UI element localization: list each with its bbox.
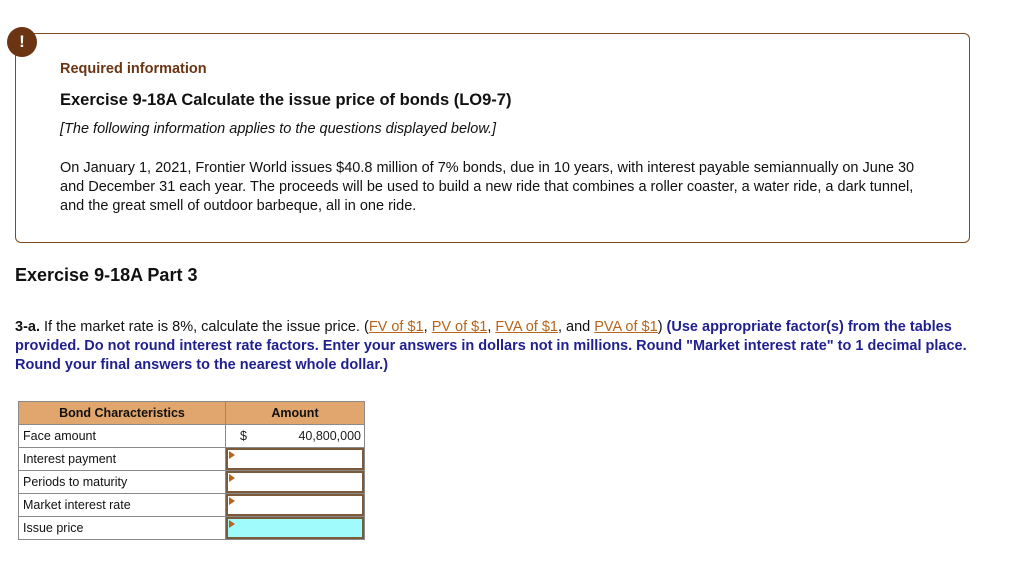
- fv-table-link[interactable]: FV of $1: [368, 319, 424, 335]
- face-amount-value: 40,800,000: [298, 429, 361, 443]
- table-row-interest-payment: [19, 448, 365, 471]
- table-row-market-interest-rate: [19, 494, 365, 517]
- periods-input-wrap: [226, 471, 364, 493]
- fva-table-link[interactable]: FVA of $1: [495, 319, 558, 335]
- question-instructions: (Use appropriate factor(s) from the tables provided. Do not round interest rate factors. Enter your answers in dollars not in millions. Round "Market interest rate" to 1 decimal place. Round your final answers to the nearest whole dollar.): [15, 319, 967, 373]
- flag-icon: [229, 497, 235, 505]
- face-amount-cell: [226, 425, 365, 448]
- row-label: Face amount: [19, 425, 226, 448]
- table-row-face-amount: [19, 425, 365, 448]
- table-row-issue-price: [19, 517, 365, 540]
- table-header-row: [19, 402, 365, 425]
- issue-price-input[interactable]: [228, 519, 362, 537]
- interest-payment-input[interactable]: [228, 450, 362, 468]
- required-info-label: Required information: [60, 61, 207, 77]
- row-label: Interest payment: [19, 448, 226, 471]
- bond-characteristics-table: [18, 401, 365, 540]
- market-interest-rate-input[interactable]: [228, 496, 362, 514]
- question-prompt: If the market rate is 8%, calculate the issue price. (: [40, 319, 369, 335]
- question-text: [15, 318, 1005, 375]
- amount-cell: [226, 448, 365, 471]
- pv-table-link[interactable]: PV of $1: [431, 319, 488, 335]
- exercise-body: On January 1, 2021, Frontier World issues $40.8 million of 7% bonds, due in 10 years, with interest payable semiannually on June 30 and December 31 each year. The proceeds will be used to build a new ride that combines a roller coaster, a water ride, a dark tunnel, and the great smell of outdoor barbeque, all in one ride.: [60, 160, 915, 214]
- header-bond-characteristics: Bond Characteristics: [19, 402, 226, 425]
- question-number: 3-a.: [15, 319, 40, 335]
- pva-table-link[interactable]: PVA of $1: [594, 319, 658, 335]
- part-title: Exercise 9-18A Part 3: [15, 265, 198, 285]
- separator: ,: [423, 319, 432, 335]
- row-label: Market interest rate: [19, 494, 226, 517]
- interest-payment-input-wrap: [226, 448, 364, 470]
- separator: ): [657, 319, 667, 335]
- exercise-note: [The following information applies to the questions displayed below.]: [60, 121, 497, 137]
- flag-icon: [229, 474, 235, 482]
- exercise-title: Exercise 9-18A Calculate the issue price of bonds (LO9-7): [60, 91, 512, 109]
- row-label: Issue price: [19, 517, 226, 540]
- flag-icon: [229, 520, 235, 528]
- flag-icon: [229, 451, 235, 459]
- table-row-periods-to-maturity: [19, 471, 365, 494]
- header-amount: Amount: [226, 402, 365, 425]
- separator: , and: [557, 319, 595, 335]
- amount-cell: [226, 517, 365, 540]
- amount-cell: [226, 494, 365, 517]
- periods-to-maturity-input[interactable]: [228, 473, 362, 491]
- amount-cell: [226, 471, 365, 494]
- alert-icon: !: [7, 27, 37, 57]
- market-rate-input-wrap: [226, 494, 364, 516]
- separator: ,: [487, 319, 496, 335]
- currency-symbol: $: [240, 429, 247, 443]
- row-label: Periods to maturity: [19, 471, 226, 494]
- issue-price-input-wrap: [226, 517, 364, 539]
